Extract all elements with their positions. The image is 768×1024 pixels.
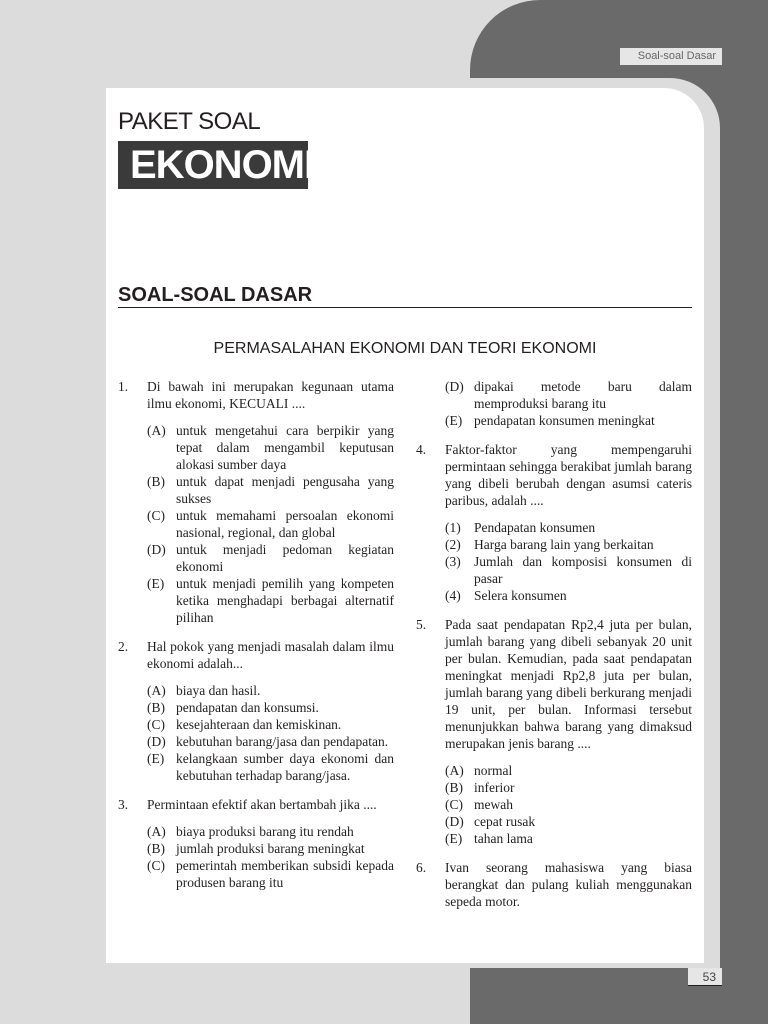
option-label: (E) <box>445 413 463 428</box>
option-text: Harga barang lain yang berkaitan <box>474 537 654 552</box>
option-label: (C) <box>445 797 463 812</box>
option-label: (2) <box>445 537 461 552</box>
option-text: untuk mengetahui cara berpikir yang tepat dalam mengambil keputusan alokasi sumber daya <box>176 423 394 472</box>
option-label: (D) <box>147 734 166 749</box>
option <box>445 830 692 847</box>
option-label: (C) <box>147 508 165 523</box>
option <box>147 857 394 891</box>
option-text: normal <box>474 763 513 778</box>
option <box>147 699 394 716</box>
option-label: (A) <box>147 683 166 698</box>
question-5 <box>416 616 692 847</box>
section-divider <box>118 307 692 308</box>
option-text: pendapatan konsumen meningkat <box>474 413 655 428</box>
option-list <box>147 422 394 626</box>
option <box>147 823 394 840</box>
option <box>445 378 692 412</box>
option-text: pendapatan dan konsumsi. <box>176 700 319 715</box>
option-label: (E) <box>445 831 463 846</box>
option-text: mewah <box>474 797 513 812</box>
option <box>147 716 394 733</box>
question-4 <box>416 441 692 604</box>
option <box>445 762 692 779</box>
option-label: (E) <box>147 576 165 591</box>
question-3-options-continued <box>445 378 692 429</box>
question-text: Di bawah ini merupakan kegunaan utama ilmu ekonomi, KECUALI .... <box>147 379 394 411</box>
question-text: Hal pokok yang menjadi masalah dalam ilmu ekonomi adalah... <box>147 639 394 671</box>
option-label: (3) <box>445 554 461 569</box>
option <box>147 682 394 699</box>
option-text: kebutuhan barang/jasa dan pendapatan. <box>176 734 389 749</box>
question-text: Ivan seorang mahasiswa yang biasa berangkat dan pulang kuliah menggunakan sepeda motor. <box>445 860 692 909</box>
option-list <box>445 762 692 847</box>
option <box>147 473 394 507</box>
option-label: (D) <box>445 379 464 394</box>
option <box>147 507 394 541</box>
option-text: untuk menjadi pedoman kegiatan ekonomi <box>176 542 394 574</box>
option-text: Pendapatan konsumen <box>474 520 596 535</box>
option <box>147 733 394 750</box>
option <box>445 519 692 536</box>
option-text: kelangkaan sumber daya ekonomi dan kebutuhan terhadap barang/jasa. <box>176 751 394 783</box>
question-text: Permintaan efektif akan bertambah jika .... <box>147 797 377 812</box>
option-label: (A) <box>147 423 166 438</box>
question-6 <box>416 859 692 910</box>
question-text: Faktor-faktor yang mempengaruhi permintaan sehingga berakibat jumlah barang yang dibeli berubah dengan asumsi cateris paribus, adalah .... <box>445 442 692 508</box>
option-text: jumlah produksi barang meningkat <box>176 841 365 856</box>
option <box>445 813 692 830</box>
option <box>445 553 692 587</box>
question-number: 3. <box>118 797 129 812</box>
option-label: (D) <box>445 814 464 829</box>
option <box>147 422 394 473</box>
option-label: (D) <box>147 542 166 557</box>
question-1 <box>118 378 394 626</box>
option <box>147 575 394 626</box>
option-text: untuk memahami persoalan ekonomi nasional, regional, dan global <box>176 508 394 540</box>
right-column <box>416 378 692 922</box>
section-title: SOAL-SOAL DASAR <box>118 284 313 306</box>
option-list <box>147 823 394 891</box>
option-text: Selera konsumen <box>474 588 567 603</box>
running-head: Soal-soal Dasar <box>620 48 722 65</box>
paket-soal-label: PAKET SOAL <box>118 108 261 135</box>
option <box>147 541 394 575</box>
question-number: 5. <box>416 617 427 632</box>
option <box>445 412 692 429</box>
page-number: 53 <box>688 968 722 986</box>
question-number: 4. <box>416 442 427 457</box>
option-text: untuk menjadi pemilih yang kompeten ketika menghadapi berbagai alternatif pilihan <box>176 576 394 625</box>
option-text: cepat rusak <box>474 814 536 829</box>
option-text: biaya produksi barang itu rendah <box>176 824 354 839</box>
question-2 <box>118 638 394 784</box>
option-label: (B) <box>147 700 165 715</box>
option <box>445 796 692 813</box>
option <box>147 750 394 784</box>
option-label: (1) <box>445 520 461 535</box>
question-3 <box>118 796 394 891</box>
option-text: biaya dan hasil. <box>176 683 261 698</box>
option-text: tahan lama <box>474 831 533 846</box>
option-label: (E) <box>147 751 165 766</box>
question-number: 2. <box>118 639 129 654</box>
section-subtitle: PERMASALAHAN EKONOMI DAN TEORI EKONOMI <box>213 340 597 357</box>
question-text: Pada saat pendapatan Rp2,4 juta per bulan, jumlah barang yang dibeli sebanyak 20 unit per bulan. Kemudian, pada saat pendapatan meningkat menjadi Rp2,8 juta per bulan, jumlah barang yang dibeli berkurang menjadi 19 unit, per bulan. Informasi tersebut menunjukkan bahwa barang yang dimaksud merupakan jenis barang .... <box>445 617 692 751</box>
option-list <box>445 519 692 604</box>
option-label: (B) <box>147 474 165 489</box>
option-label: (C) <box>147 717 165 732</box>
option-text: Jumlah dan komposisi konsumen di pasar <box>474 554 692 586</box>
option-label: (C) <box>147 858 165 873</box>
option-label: (B) <box>147 841 165 856</box>
option <box>445 587 692 604</box>
option-list <box>147 682 394 784</box>
option-label: (4) <box>445 588 461 603</box>
option-text: kesejahteraan dan kemiskinan. <box>176 717 342 732</box>
option <box>147 840 394 857</box>
option-text: inferior <box>474 780 515 795</box>
question-number: 6. <box>416 860 427 875</box>
option-text: dipakai metode baru dalam memproduksi barang itu <box>474 379 692 411</box>
option-text: untuk dapat menjadi pengusaha yang sukses <box>176 474 394 506</box>
option-label: (A) <box>445 763 464 778</box>
left-column <box>118 378 394 903</box>
option-label: (B) <box>445 780 463 795</box>
question-number: 1. <box>118 379 129 394</box>
option <box>445 779 692 796</box>
option-text: pemerintah memberikan subsidi kepada produsen barang itu <box>176 858 394 890</box>
subject-title: EKONOMI <box>118 141 308 189</box>
option-label: (A) <box>147 824 166 839</box>
option <box>445 536 692 553</box>
